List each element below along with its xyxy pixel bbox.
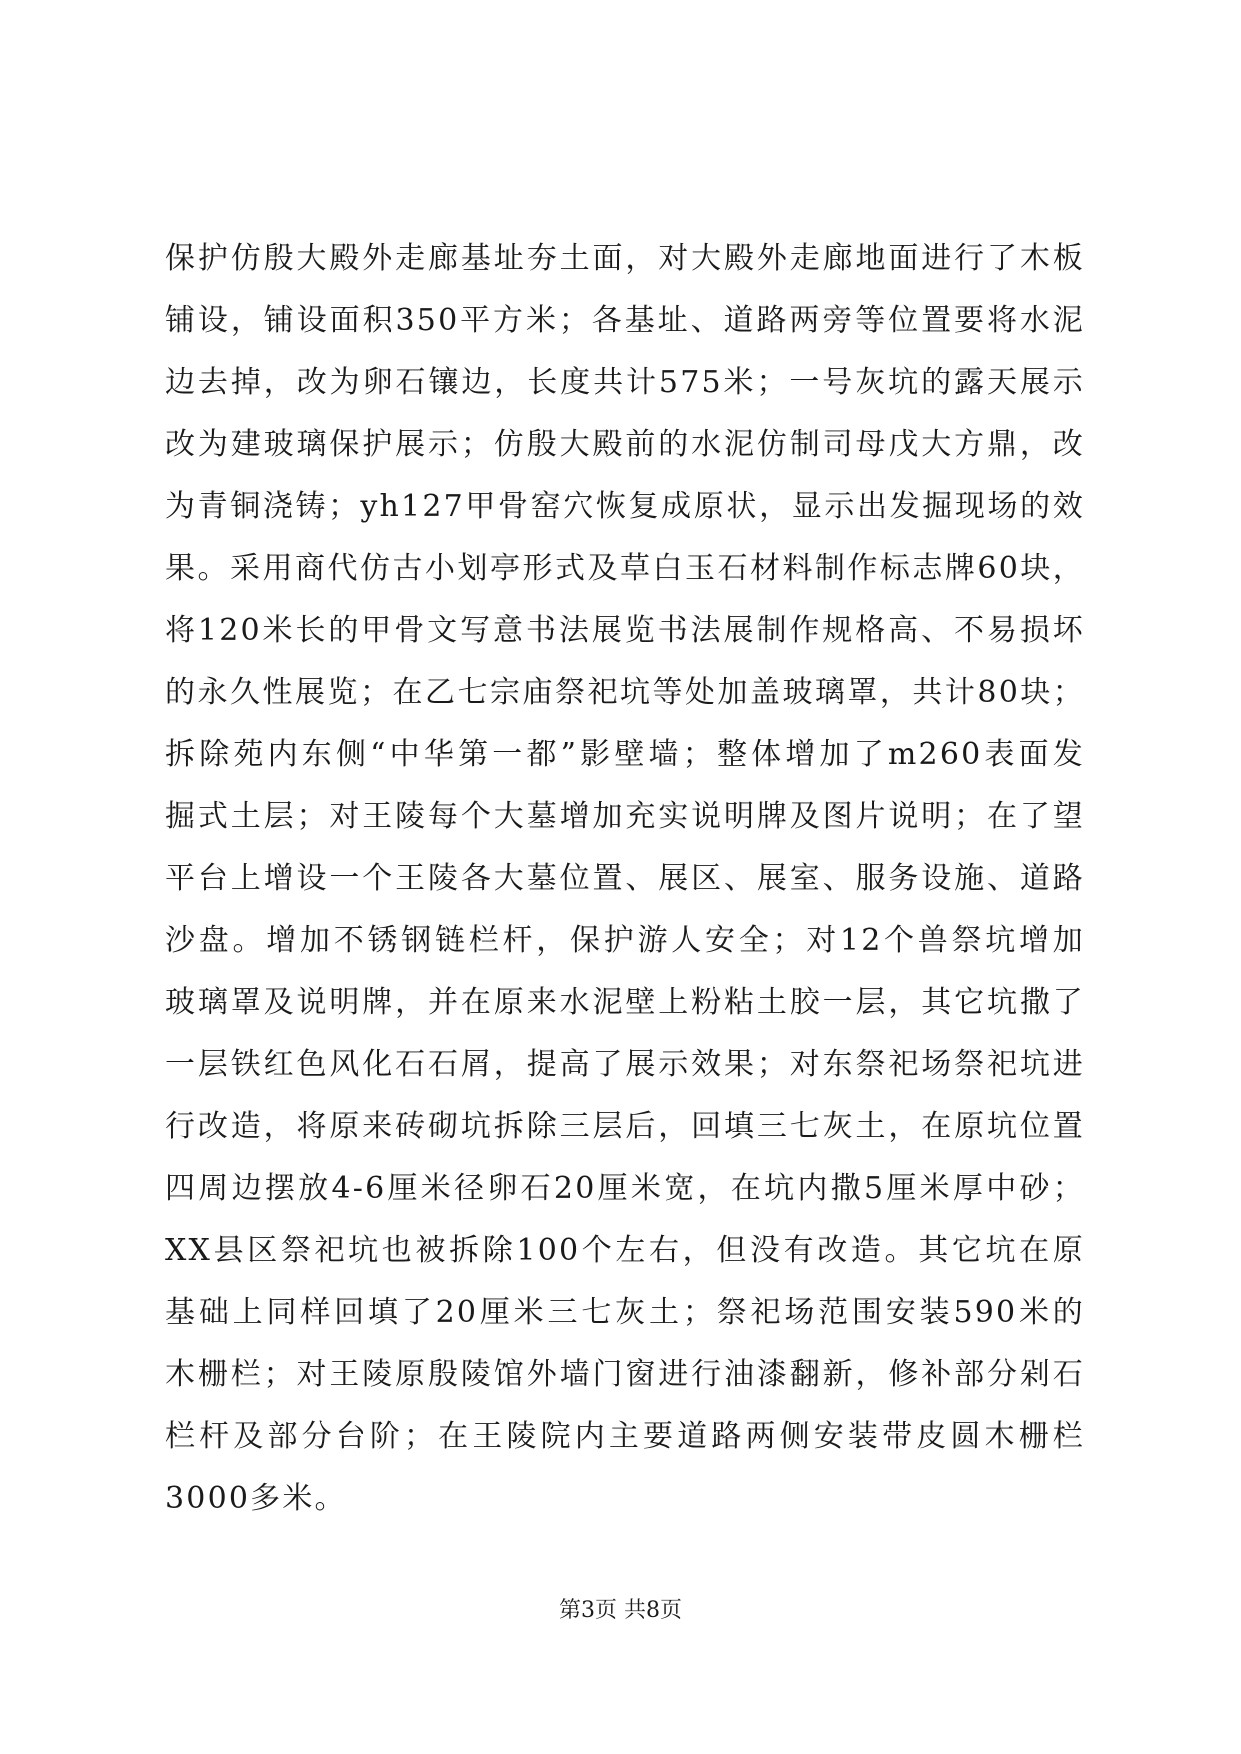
text-line: 四周边摆放4-6厘米径卵石20厘米宽，在坑内撒5厘米厚中砂； xyxy=(165,1171,1085,1206)
text-line: 一层铁红色风化石石屑，提高了展示效果；对东祭祀场祭祀坑进 xyxy=(165,1047,1085,1082)
text-line: 3000多米。 xyxy=(165,1481,347,1516)
text-line: 将120米长的甲骨文写意书法展览书法展制作规格高、不易损坏 xyxy=(165,613,1085,648)
page-number-footer: 第3页 共8页 xyxy=(559,1598,682,1623)
text-line: XX县区祭祀坑也被拆除100个左右，但没有改造。其它坑在原 xyxy=(165,1233,1085,1268)
text-line: 边去掉，改为卵石镶边，长度共计575米；一号灰坑的露天展示 xyxy=(165,365,1085,400)
text-line: 基础上同样回填了20厘米三七灰土；祭祀场范围安装590米的 xyxy=(165,1295,1085,1330)
text-line: 保护仿殷大殿外走廊基址夯土面，对大殿外走廊地面进行了木板 xyxy=(165,241,1085,276)
text-line: 木栅栏；对王陵原殷陵馆外墙门窗进行油漆翻新，修补部分剁石 xyxy=(165,1357,1085,1392)
text-line: 改为建玻璃保护展示；仿殷大殿前的水泥仿制司母戊大方鼎，改 xyxy=(165,427,1085,462)
text-line: 栏杆及部分台阶；在王陵院内主要道路两侧安装带皮圆木栅栏 xyxy=(165,1419,1085,1454)
body-paragraph xyxy=(165,228,1085,1530)
text-line: 平台上增设一个王陵各大墓位置、展区、展室、服务设施、道路 xyxy=(165,861,1085,896)
text-line: 铺设，铺设面积350平方米；各基址、道路两旁等位置要将水泥 xyxy=(165,303,1085,338)
text-line: 掘式土层；对王陵每个大墓增加充实说明牌及图片说明；在了望 xyxy=(165,799,1085,834)
text-line: 为青铜浇铸；yh127甲骨窑穴恢复成原状，显示出发掘现场的效 xyxy=(165,489,1085,524)
text-line: 果。采用商代仿古小划亭形式及草白玉石材料制作标志牌60块， xyxy=(165,551,1085,586)
text-line: 沙盘。增加不锈钢链栏杆，保护游人安全；对12个兽祭坑增加 xyxy=(165,923,1085,958)
text-line: 的永久性展览；在乙七宗庙祭祀坑等处加盖玻璃罩，共计80块； xyxy=(165,675,1085,710)
text-line: 玻璃罩及说明牌，并在原来水泥壁上粉粘土胶一层，其它坑撒了 xyxy=(165,985,1085,1020)
text-line: 拆除苑内东侧“中华第一都”影壁墙；整体增加了m260表面发 xyxy=(165,737,1085,772)
text-line: 行改造，将原来砖砌坑拆除三层后，回填三七灰土，在原坑位置 xyxy=(165,1109,1085,1144)
